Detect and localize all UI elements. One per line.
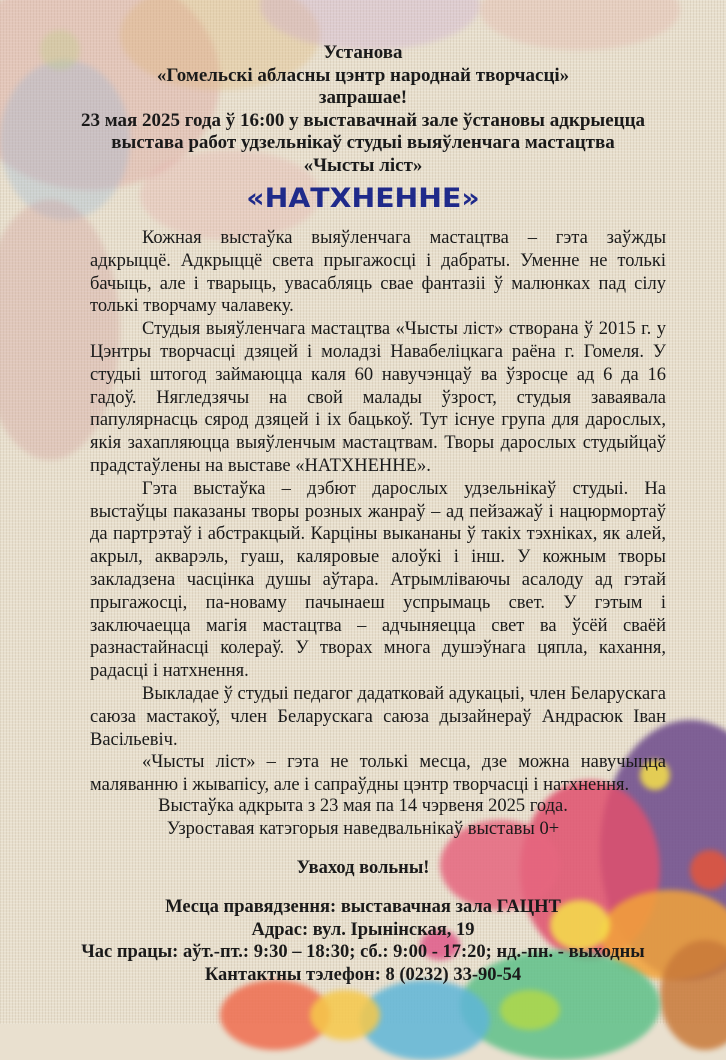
free-admission: Уваход вольны! bbox=[296, 858, 430, 878]
description bbox=[90, 227, 666, 797]
paragraph: Кожная выстаўка выяўленчага мастацтва – гэта заўжды адкрыццё. Адкрыццё света прыгажосці і дабраты. Уменне не толькі бачыць, але і тварыць, увасабляць свае фантазіі ў малюнках пад сілу толькі творчаму чалавеку. bbox=[90, 228, 666, 317]
header-date-time: 23 мая 2025 года ў 16:00 у выставачнай зале ўстановы адкрыецца bbox=[80, 109, 646, 131]
paragraph: «Чысты ліст» – гэта не толькі месца, дзе можна навучыцца маляванню і жывапісу, але і сапраўдны цэнтр творчасці і натхнення. bbox=[90, 752, 666, 796]
paragraph: Студыя выяўленчага мастацтва «Чысты ліст» створана ў 2015 г. у Цэнтры творчасці дзяцей і моладзі Навабеліцкага раёна г. Гомеля. У студыі штогод займаюцца каля 60 навучэнцаў ва ўзросце ад 6 да 16 гадоў. Нягледзячы на свой малады ўзрост, студыя заваявала папулярнасць сярод дзяцей і іх бацькоў. Тут існуе група для дарослых, якія захапляюцца выяўленчым мастацтвам. Творы дарослых студыйцаў прадстаўлены на выставе «НАТХНЕННЕ». bbox=[90, 319, 666, 476]
contacts-block bbox=[0, 896, 726, 986]
address: Адрас: вул. Ірынінская, 19 bbox=[251, 919, 475, 940]
header-exhibition-desc: выстава работ удзельнікаў студыі выяўленчага мастацтва bbox=[111, 132, 615, 153]
admission-note bbox=[0, 857, 726, 880]
paragraph: Выкладае ў студыі педагог дадатковай адукацыі, член Беларускага саюза мастакоў, член Беларускага саюза дызайнераў Андрасюк Іван Васільевіч. bbox=[90, 683, 666, 750]
header-organization-type: Установа bbox=[323, 42, 403, 63]
invitation-header bbox=[0, 42, 726, 177]
paragraph: Гэта выстаўка – дэбют дарослых удзельнікаў студыі. На выстаўцы паказаны творы розных жанраў – ад пейзажаў і нацюрмортаў да партрэтаў і абстракцый. Карціны выкананы ў такіх тэхніках, як алей, акрыл, акварэль, гуаш, каляровые алоўкі і інш. У кожным творы закладзена часцінка душы аўтара. Атрымліваючы асалоду ад гэтай прыгажосці, па-новаму пачынаеш успрымаць свет. У гэтым і заключаецца магія мастацтва – адчыняецца свет ва ўсёй сваёй разнастайнасці колераў. У творах многа душэўнага цяпла, кахання, радасці і натхнення. bbox=[90, 478, 666, 682]
header-studio-name: «Чысты ліст» bbox=[303, 154, 423, 176]
phone: Кантактны тэлефон: 8 (0232) 33-90-54 bbox=[204, 964, 522, 985]
age-category: Узроставая катэгорыя наведвальнікаў выставы 0+ bbox=[166, 818, 560, 839]
header-invites: запрашае! bbox=[318, 87, 408, 108]
exhibition-dates: Выстаўка адкрыта з 23 мая па 14 чэрвеня 2025 года. bbox=[158, 796, 568, 816]
exhibition-info bbox=[0, 795, 726, 840]
opening-hours: Час працы: аўт.-пт.: 9:30 – 18:30; сб.: 9:00 - 17:20; нд.-пн. - выходны bbox=[81, 942, 645, 962]
exhibition-title: «НАТХНЕННЕ» bbox=[246, 183, 480, 214]
venue: Месца правядзення: выставачная зала ГАЦНТ bbox=[165, 897, 561, 917]
header-organization-name: «Гомельскі абласны цэнтр народнай творчасці» bbox=[156, 64, 570, 86]
